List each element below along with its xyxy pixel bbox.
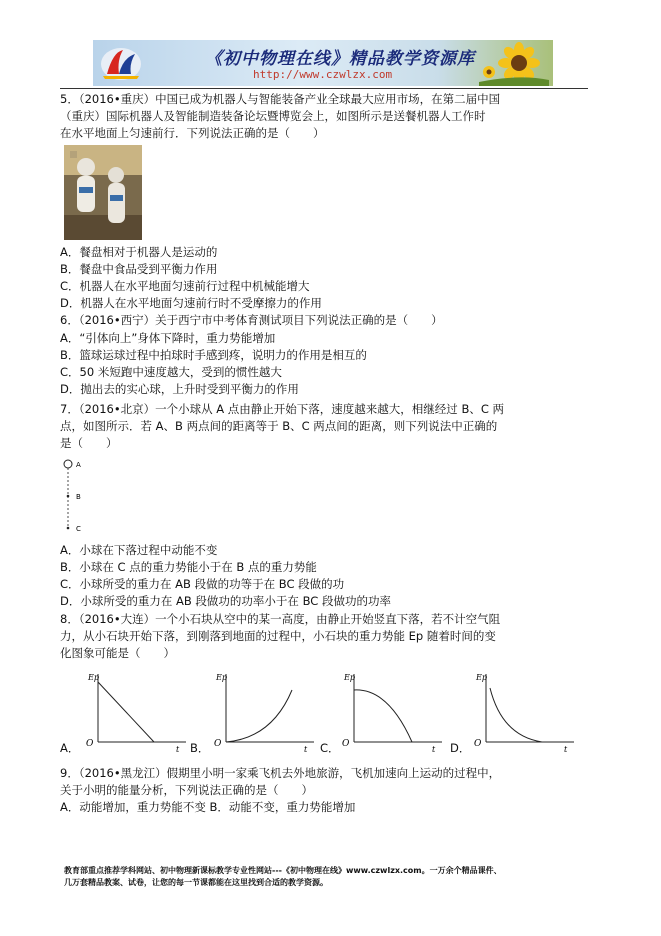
q5-line-3: 在水平地面上匀速前行．下列说法正确的是（ ）: [60, 126, 325, 140]
svg-text:t: t: [176, 745, 180, 754]
svg-text:Ep: Ep: [476, 673, 487, 682]
point-c-label: C: [76, 525, 81, 533]
svg-text:t: t: [564, 745, 568, 754]
point-b-label: B: [76, 493, 81, 501]
q5-option-c: C．机器人在水平地面匀速前行过程中机械能增大: [60, 279, 310, 293]
sunflower-icon: [479, 42, 549, 86]
header-divider: [60, 88, 588, 89]
svg-text:t: t: [432, 745, 436, 754]
q6-option-a: A．“引体向上”身体下降时，重力势能增加: [60, 331, 276, 345]
q8-line-2: 力，从小石块开始下落，到刚落到地面的过程中，小石块的重力势能 Ep 随着时间的变: [60, 629, 496, 643]
q5-line-1: 5．（2016•重庆）中国已成为机器人与智能装备产业全球最大应用市场，在第二届中国: [60, 92, 501, 106]
q5-option-a: A．餐盘相对于机器人是运动的: [60, 245, 218, 259]
q8-label-a: A．: [60, 741, 80, 755]
q7-line-1: 7．（2016•北京）一个小球从 A 点由静止开始下落，速度越来越大，相继经过 B、C 两: [60, 402, 505, 416]
svg-text:Ep: Ep: [88, 673, 99, 682]
q9-line-2: 关于小明的能量分析，下列说法正确的是（ ）: [60, 783, 313, 797]
footer-line-1: 教育部重点推荐学科网站、初中物理新课标教学专业性网站---《初中物理在线》www.czwlzx.com。一万余个精品课件、: [64, 866, 502, 875]
ep-curve-a: [98, 682, 154, 742]
ep-curve-d: [490, 688, 542, 742]
svg-text:O: O: [342, 739, 350, 749]
ball-marker: [64, 460, 72, 468]
svg-text:O: O: [214, 739, 222, 749]
q5-option-d: D．机器人在水平地面匀速前行时不受摩擦力的作用: [60, 296, 322, 310]
q8-line-3: 化图象可能是（ ）: [60, 646, 175, 660]
q8-graph-d: [472, 668, 578, 754]
point-b-marker: [67, 495, 70, 498]
q8-graph-b: [212, 668, 318, 754]
q5-option-b: B．餐盘中食品受到平衡力作用: [60, 262, 218, 276]
q7-option-c: C．小球所受的重力在 AB 段做的功等于在 BC 段做的功: [60, 577, 345, 591]
q7-line-3: 是（ ）: [60, 436, 118, 450]
q8-graph-a: [84, 668, 190, 754]
point-a-label: A: [76, 461, 81, 469]
q7-option-a: A．小球在下落过程中动能不变: [60, 543, 218, 557]
svg-text:t: t: [304, 745, 308, 754]
q9-line-1: 9．（2016•黑龙江）假期里小明一家乘飞机去外地旅游，飞机加速向上运动的过程中，: [60, 766, 501, 780]
banner-title: 《初中物理在线》精品教学资源库: [205, 49, 475, 69]
q7-option-b: B．小球在 C 点的重力势能小于在 B 点的重力势能: [60, 560, 317, 574]
svg-text:Ep: Ep: [344, 673, 355, 682]
q7-option-d: D．小球所受的重力在 AB 段做功的功率小于在 BC 段做功的功率: [60, 594, 391, 608]
svg-text:Ep: Ep: [216, 673, 227, 682]
q8-label-d: D．: [450, 741, 471, 755]
robot-waiter-photo: [64, 145, 142, 240]
ep-curve-c: [354, 690, 412, 742]
q8-line-1: 8．（2016•大连）一个小石块从空中的某一高度，由静止开始竖直下落，若不计空气阻: [60, 612, 501, 626]
q6-option-b: B．篮球运球过程中拍球时手感到疼，说明力的作用是相互的: [60, 348, 367, 362]
header-banner: [93, 40, 553, 86]
q8-label-c: C．: [320, 741, 340, 755]
q6-option-c: C．50 米短跑中速度越大，受到的惯性越大: [60, 365, 282, 379]
point-c-marker: [67, 527, 70, 530]
q9-line-3: A．动能增加，重力势能不变 B．动能不变，重力势能增加: [60, 800, 356, 814]
banner-url: http://www.czwlzx.com: [253, 68, 393, 81]
svg-text:O: O: [474, 739, 482, 749]
q8-graph-c: [340, 668, 446, 754]
svg-text:O: O: [86, 739, 94, 749]
ep-curve-b: [226, 690, 292, 742]
q8-label-b: B．: [190, 741, 210, 755]
falling-ball-diagram: [58, 458, 98, 538]
footer-line-2: 几万套精品教案、试卷，让您的每一节课都能在这里找到合适的教学资源。: [64, 878, 328, 887]
site-logo-icon: [99, 44, 143, 82]
q6-line-1: 6．（2016•西宁）关于西宁市中考体育测试项目下列说法正确的是（ ）: [60, 313, 443, 327]
q6-option-d: D．抛出去的实心球，上升时受到平衡力的作用: [60, 382, 299, 396]
q7-line-2: 点，如图所示．若 A、B 两点间的距离等于 B、C 两点间的距离，则下列说法中正确的: [60, 419, 498, 433]
q5-line-2: （重庆）国际机器人及智能制造装备论坛暨博览会上，如图所示是送餐机器人工作时: [60, 109, 486, 123]
